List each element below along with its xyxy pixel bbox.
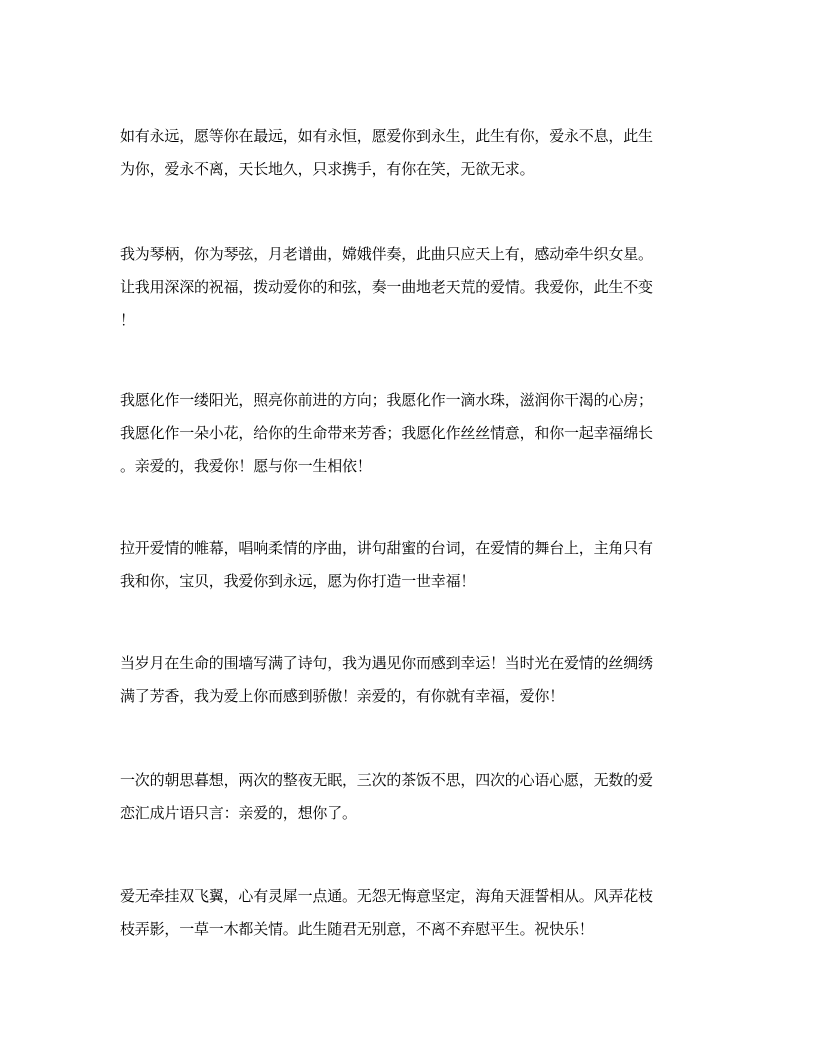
paragraph-4-line-1: 拉开爱情的帷幕，唱响柔情的序曲，讲句甜蜜的台词，在爱情的舞台上，主角只有 <box>120 539 653 557</box>
paragraph-3-line-1: 我愿化作一缕阳光，照亮你前进的方向；我愿化作一滴水珠，滋润你干渴的心房； <box>120 391 653 409</box>
paragraph-1-line-1: 如有永远，愿等你在最远，如有永恒，愿爱你到永生，此生有你，爱永不息，此生 <box>120 127 653 145</box>
paragraph-5 <box>120 647 700 713</box>
paragraph-6 <box>120 764 700 830</box>
paragraph-3-line-2: 我愿化作一朵小花，给你的生命带来芳香；我愿化作丝丝情意，和你一起幸福绵长 <box>120 424 653 442</box>
paragraph-2 <box>120 238 700 337</box>
paragraph-3 <box>120 384 700 483</box>
paragraph-4-line-2: 我和你，宝贝，我爱你到永远，愿为你打造一世幸福！ <box>120 572 476 590</box>
paragraph-3-line-3: 。亲爱的，我爱你！愿与你一生相依！ <box>120 457 372 475</box>
paragraph-6-line-2: 恋汇成片语只言：亲爱的，想你了。 <box>120 804 357 822</box>
paragraph-7-line-2: 枝弄影，一草一木都关情。此生随君无别意，不离不弃慰平生。祝快乐！ <box>120 920 594 938</box>
paragraph-4 <box>120 532 700 598</box>
paragraph-2-line-1: 我为琴柄，你为琴弦，月老谱曲，嫦娥伴奏，此曲只应天上有，感动牵牛织女星。 <box>120 245 653 263</box>
paragraph-7-line-1: 爱无牵挂双飞翼，心有灵犀一点通。无怨无悔意坚定，海角天涯誓相从。风弄花枝 <box>120 887 653 905</box>
paragraph-5-line-2: 满了芳香，我为爱上你而感到骄傲！亲爱的，有你就有幸福，爱你！ <box>120 687 565 705</box>
paragraph-2-line-2: 让我用深深的祝福，拨动爱你的和弦，奏一曲地老天荒的爱情。我爱你，此生不变 <box>120 278 653 296</box>
paragraph-6-line-1: 一次的朝思暮想，两次的整夜无眠，三次的茶饭不思，四次的心语心愿，无数的爱 <box>120 771 653 789</box>
paragraph-2-line-3: ！ <box>120 311 135 329</box>
paragraph-5-line-1: 当岁月在生命的围墙写满了诗句，我为遇见你而感到幸运！当时光在爱情的丝绸绣 <box>120 654 653 672</box>
paragraph-1-line-2: 为你，爱永不离，天长地久，只求携手，有你在笑，无欲无求。 <box>120 160 535 178</box>
paragraph-1 <box>120 120 700 186</box>
paragraph-7 <box>120 880 700 946</box>
